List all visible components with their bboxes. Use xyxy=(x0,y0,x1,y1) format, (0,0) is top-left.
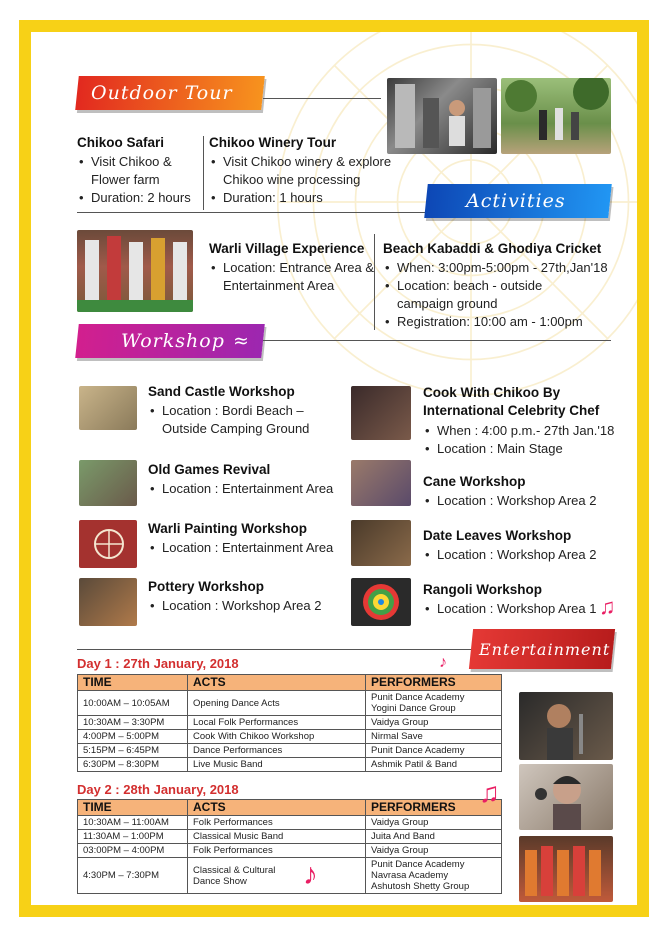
beach-kabaddi-cricket xyxy=(383,241,623,331)
table-cell: 4:30PM – 7:30PM xyxy=(78,858,188,894)
warli-village-title: Warli Village Experience xyxy=(209,241,365,256)
workshop-title: Cook With Chikoo By International Celebrity Chef xyxy=(423,385,600,418)
table-cell: 10:00AM – 10:05AM xyxy=(78,691,188,716)
chikoo-safari-title: Chikoo Safari xyxy=(77,135,165,150)
table-cell: 11:30AM – 1:00PM xyxy=(78,830,188,844)
list-item: • Location : Main Stage xyxy=(423,440,623,458)
singer-photo xyxy=(519,692,613,760)
workshop-title: Rangoli Workshop xyxy=(423,582,543,597)
table-row xyxy=(78,858,502,894)
table-row xyxy=(78,744,502,758)
day1-schedule-table xyxy=(77,674,502,772)
table-row xyxy=(78,730,502,744)
list-item: • Location : Workshop Area 2 xyxy=(423,546,623,564)
table-cell: Folk Performances xyxy=(188,816,366,830)
list-item: • Location : Workshop Area 2 xyxy=(148,597,358,615)
table-cell: 03:00PM – 4:00PM xyxy=(78,844,188,858)
music-note-icon: ♪ xyxy=(439,654,447,671)
farm-photo xyxy=(501,78,611,154)
cane-workshop xyxy=(423,474,623,510)
table-cell: Punit Dance Academy Navrasa Academy Ashutosh Shetty Group xyxy=(366,858,502,894)
table-cell: Live Music Band xyxy=(188,758,366,772)
dance-group-photo xyxy=(519,836,613,902)
rangoli-workshop xyxy=(423,582,623,618)
list-item: • Location: beach - outside campaign ground xyxy=(383,277,573,313)
column-header: ACTS xyxy=(188,800,366,816)
table-cell: 10:30AM – 3:30PM xyxy=(78,716,188,730)
day2-schedule-table xyxy=(77,799,502,894)
date-leaves-workshop xyxy=(423,528,623,564)
table-row xyxy=(78,830,502,844)
workshop-title: Sand Castle Workshop xyxy=(148,384,295,399)
warli-painting-workshop xyxy=(148,521,358,557)
entertainment-banner: Entertainment xyxy=(469,629,615,669)
divider-line xyxy=(263,340,611,341)
pottery-workshop xyxy=(148,579,358,615)
list-item: • When: 3:00pm-5:00pm - 27th,Jan'18 xyxy=(383,259,623,277)
outdoor-tour-banner: Outdoor Tour xyxy=(75,76,265,110)
cook-with-chikoo-photo xyxy=(351,386,411,440)
divider-line xyxy=(203,136,204,210)
list-item: • Location : Entertainment Area xyxy=(148,480,358,498)
table-cell: Punit Dance Academy Yogini Dance Group xyxy=(366,691,502,716)
workshop-title: Date Leaves Workshop xyxy=(423,528,572,543)
table-cell: Opening Dance Acts xyxy=(188,691,366,716)
divider-line xyxy=(374,234,375,330)
divider-line xyxy=(263,98,381,99)
chikoo-winery-title: Chikoo Winery Tour xyxy=(209,135,337,150)
workshop-banner: Workshop ≈ xyxy=(75,324,265,358)
list-item: • Duration: 1 hours xyxy=(209,189,409,207)
list-item: • Registration: 10:00 am - 1:00pm xyxy=(383,313,623,331)
table-cell: Punit Dance Academy xyxy=(366,744,502,758)
table-cell: Classical & Cultural Dance Show xyxy=(188,858,366,894)
list-item: • Visit Chikoo winery & explore Chikoo wine processing xyxy=(209,153,409,189)
old-games-revival xyxy=(148,462,358,498)
table-cell: Local Folk Performances xyxy=(188,716,366,730)
table-cell: Dance Performances xyxy=(188,744,366,758)
old-games-photo xyxy=(79,460,137,506)
cook-with-chikoo xyxy=(423,384,623,458)
warli-painting-photo xyxy=(79,520,137,568)
column-header: TIME xyxy=(78,800,188,816)
table-row xyxy=(78,816,502,830)
table-cell: 4:00PM – 5:00PM xyxy=(78,730,188,744)
warli-village-experience xyxy=(209,241,379,295)
music-note-icon: ♫ xyxy=(599,594,616,619)
sand-castle-photo xyxy=(79,386,137,430)
column-header: ACTS xyxy=(188,675,366,691)
music-note-icon: ♫ xyxy=(479,777,500,808)
table-cell: Ashmik Patil & Band xyxy=(366,758,502,772)
poster-frame xyxy=(19,20,649,917)
column-header: PERFORMERS xyxy=(366,675,502,691)
date-leaves-photo xyxy=(351,520,411,566)
list-item: • Location: Entrance Area & Entertainment Area xyxy=(209,259,379,295)
table-cell: Vaidya Group xyxy=(366,716,502,730)
day2-label: Day 2 : 28th January, 2018 xyxy=(77,782,239,797)
table-cell: Vaidya Group xyxy=(366,816,502,830)
column-header: PERFORMERS xyxy=(366,800,502,816)
table-cell: Classical Music Band xyxy=(188,830,366,844)
list-item: • Visit Chikoo & Flower farm xyxy=(77,153,201,189)
cane-workshop-photo xyxy=(351,460,411,506)
activities-banner: Activities xyxy=(424,184,612,218)
dancer-icon: ♪ xyxy=(303,858,318,891)
divider-line xyxy=(77,649,477,650)
table-cell: 6:30PM – 8:30PM xyxy=(78,758,188,772)
table-cell: Cook With Chikoo Workshop xyxy=(188,730,366,744)
table-cell: 10:30AM – 11:00AM xyxy=(78,816,188,830)
list-item: • Duration: 2 hours xyxy=(77,189,201,207)
table-cell: Vaidya Group xyxy=(366,844,502,858)
divider-line xyxy=(77,212,427,213)
beach-kabaddi-title: Beach Kabaddi & Ghodiya Cricket xyxy=(383,241,602,256)
table-row xyxy=(78,716,502,730)
table-cell: Juita And Band xyxy=(366,830,502,844)
table-row xyxy=(78,758,502,772)
table-row xyxy=(78,844,502,858)
vocalist-photo xyxy=(519,764,613,830)
list-item: • Location : Bordi Beach – Outside Camping Ground xyxy=(148,402,318,438)
workshop-title: Warli Painting Workshop xyxy=(148,521,308,536)
table-cell: 5:15PM – 6:45PM xyxy=(78,744,188,758)
table-cell: Folk Performances xyxy=(188,844,366,858)
pottery-photo xyxy=(79,578,137,626)
column-header: TIME xyxy=(78,675,188,691)
list-item: • When : 4:00 p.m.- 27th Jan.'18 xyxy=(423,422,623,440)
sand-castle-workshop xyxy=(148,384,348,438)
workshop-title: Cane Workshop xyxy=(423,474,526,489)
rangoli-photo xyxy=(351,578,411,626)
chikoo-safari xyxy=(77,135,201,207)
day1-label: Day 1 : 27th January, 2018 xyxy=(77,656,239,671)
chikoo-winery-tour xyxy=(209,135,409,207)
list-item: • Location : Workshop Area 2 xyxy=(423,492,623,510)
list-item: • Location : Entertainment Area xyxy=(148,539,358,557)
table-row xyxy=(78,691,502,716)
workshop-title: Pottery Workshop xyxy=(148,579,265,594)
table-cell: Nirmal Save xyxy=(366,730,502,744)
workshop-title: Old Games Revival xyxy=(148,462,271,477)
warli-village-photo xyxy=(77,230,193,312)
list-item: • Location : Workshop Area 1 xyxy=(423,600,623,618)
